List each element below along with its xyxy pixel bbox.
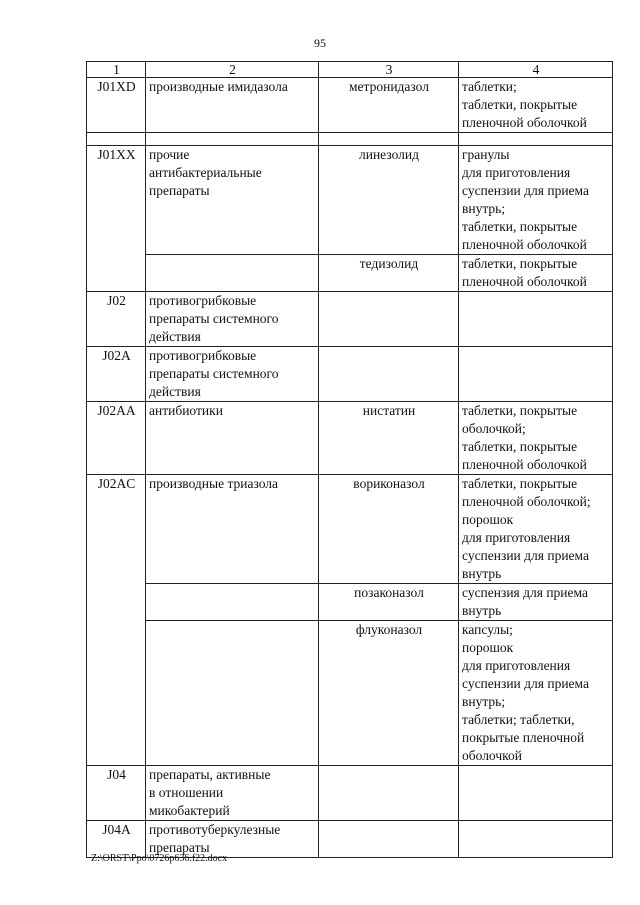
group-cell: противогрибковые препараты системного действия bbox=[146, 292, 319, 347]
dosage-forms-cell: таблетки, покрытые оболочкой; таблетки, покрытые пленочной оболочкой bbox=[459, 402, 613, 475]
group-cell bbox=[146, 621, 319, 766]
table-row bbox=[87, 146, 613, 255]
table-row bbox=[87, 766, 613, 821]
atc-code-cell: J02AC bbox=[87, 475, 146, 766]
group-cell bbox=[146, 584, 319, 621]
dosage-forms-cell: суспензия для приема внутрь bbox=[459, 584, 613, 621]
column-header: 3 bbox=[319, 62, 459, 78]
medication-table bbox=[86, 61, 613, 858]
atc-code-cell: J02 bbox=[87, 292, 146, 347]
table-row bbox=[87, 475, 613, 584]
group-cell bbox=[146, 255, 319, 292]
atc-code-cell: J04 bbox=[87, 766, 146, 821]
dosage-forms-cell bbox=[459, 292, 613, 347]
dosage-forms-cell: гранулы для приготовления суспензии для приема внутрь; таблетки, покрытые пленочной оболочкой bbox=[459, 146, 613, 255]
dosage-forms-cell: капсулы; порошок для приготовления суспензии для приема внутрь; таблетки; таблетки, покрытые пленочной оболочкой bbox=[459, 621, 613, 766]
dosage-forms-cell bbox=[459, 821, 613, 858]
dosage-forms-cell bbox=[459, 347, 613, 402]
table-row bbox=[87, 402, 613, 475]
column-header: 2 bbox=[146, 62, 319, 78]
inn-cell: метронидазол bbox=[319, 78, 459, 133]
inn-cell bbox=[319, 347, 459, 402]
inn-cell: вориконазол bbox=[319, 475, 459, 584]
group-cell: противогрибковые препараты системного действия bbox=[146, 347, 319, 402]
table-row bbox=[87, 78, 613, 133]
group-cell: прочие антибактериальные препараты bbox=[146, 146, 319, 255]
inn-cell bbox=[319, 821, 459, 858]
table-row bbox=[87, 347, 613, 402]
inn-cell: позаконазол bbox=[319, 584, 459, 621]
dosage-forms-cell: таблетки, покрытые пленочной оболочкой bbox=[459, 255, 613, 292]
group-cell: антибиотики bbox=[146, 402, 319, 475]
group-cell: препараты, активные в отношении микобактерий bbox=[146, 766, 319, 821]
inn-cell: нистатин bbox=[319, 402, 459, 475]
table-row bbox=[87, 584, 613, 621]
file-path-footer: Z:\ORST\Ppo\0726p636.f22.docx bbox=[91, 853, 228, 864]
table-row bbox=[87, 821, 613, 858]
atc-code-cell: J04A bbox=[87, 821, 146, 858]
page-number: 95 bbox=[314, 36, 326, 50]
table-row bbox=[87, 255, 613, 292]
atc-code-cell: J02AA bbox=[87, 402, 146, 475]
group-cell: противотуберкулезные препараты bbox=[146, 821, 319, 858]
dosage-forms-cell bbox=[459, 766, 613, 821]
atc-code-cell: J01XD bbox=[87, 78, 146, 133]
column-header: 1 bbox=[87, 62, 146, 78]
table-row bbox=[87, 292, 613, 347]
inn-cell: линезолид bbox=[319, 146, 459, 255]
atc-code-cell: J02A bbox=[87, 347, 146, 402]
row-gap bbox=[87, 133, 613, 146]
group-cell: производные триазола bbox=[146, 475, 319, 584]
group-cell: производные имидазола bbox=[146, 78, 319, 133]
column-header: 4 bbox=[459, 62, 613, 78]
inn-cell bbox=[319, 766, 459, 821]
inn-cell bbox=[319, 292, 459, 347]
header-row bbox=[87, 62, 613, 78]
inn-cell: тедизолид bbox=[319, 255, 459, 292]
dosage-forms-cell: таблетки; таблетки, покрытые пленочной оболочкой bbox=[459, 78, 613, 133]
atc-code-cell: J01XX bbox=[87, 146, 146, 292]
inn-cell: флуконазол bbox=[319, 621, 459, 766]
table-row bbox=[87, 621, 613, 766]
dosage-forms-cell: таблетки, покрытые пленочной оболочкой; порошок для приготовления суспензии для приема внутрь bbox=[459, 475, 613, 584]
